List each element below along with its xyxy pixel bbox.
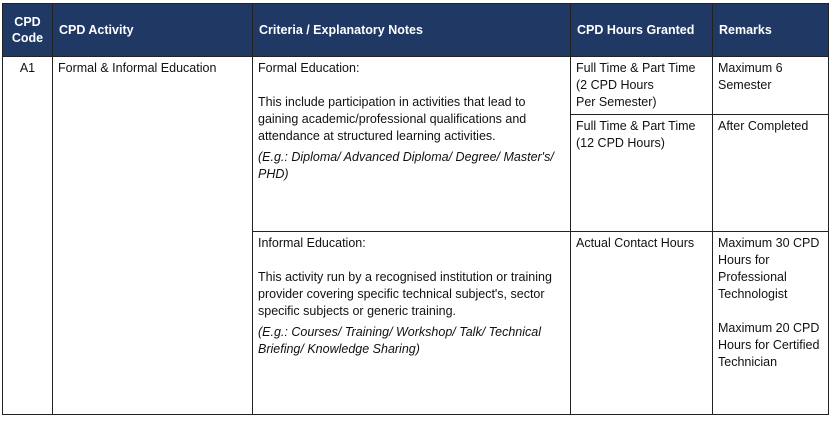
informal-title: Informal Education: <box>258 236 366 250</box>
informal-remarks-1: Maximum 30 CPD Hours for Professional Technologist <box>718 236 820 301</box>
informal-education-notes <box>253 232 571 415</box>
formal-body: This include participation in activities that lead to gaining academic/professional qualifications and attendance at structured learning activities. <box>258 95 527 143</box>
row-activity: Formal & Informal Education <box>53 57 253 415</box>
formal-title: Formal Education: <box>258 61 360 75</box>
informal-remarks <box>713 232 829 415</box>
formal-hours-2: Full Time & Part Time (12 CPD Hours) <box>571 115 713 232</box>
informal-remarks-2: Maximum 20 CPD Hours for Certified Technician <box>718 321 820 369</box>
header-criteria: Criteria / Explanatory Notes <box>253 4 571 57</box>
cpd-table <box>2 3 829 415</box>
header-hours-granted: CPD Hours Granted <box>571 4 713 57</box>
header-remarks: Remarks <box>713 4 829 57</box>
formal-hours-1: Full Time & Part Time (2 CPD Hours Per Semester) <box>571 57 713 115</box>
row-code: A1 <box>3 57 53 415</box>
formal-remarks-1: Maximum 6 Semester <box>713 57 829 115</box>
formal-example: (E.g.: Diploma/ Advanced Diploma/ Degree/ Master's/ PHD) <box>258 150 554 181</box>
formal-remarks-2: After Completed <box>713 115 829 232</box>
header-cpd-code: CPD Code <box>3 4 53 57</box>
header-cpd-activity: CPD Activity <box>53 4 253 57</box>
informal-example: (E.g.: Courses/ Training/ Workshop/ Talk/ Technical Briefing/ Knowledge Sharing) <box>258 325 541 356</box>
informal-body: This activity run by a recognised institution or training provider covering specific technical subject's, sector specific subjects or generic training. <box>258 270 552 318</box>
formal-education-notes <box>253 57 571 232</box>
table-header-row <box>3 4 829 57</box>
table-row <box>3 57 829 115</box>
informal-hours: Actual Contact Hours <box>571 232 713 415</box>
